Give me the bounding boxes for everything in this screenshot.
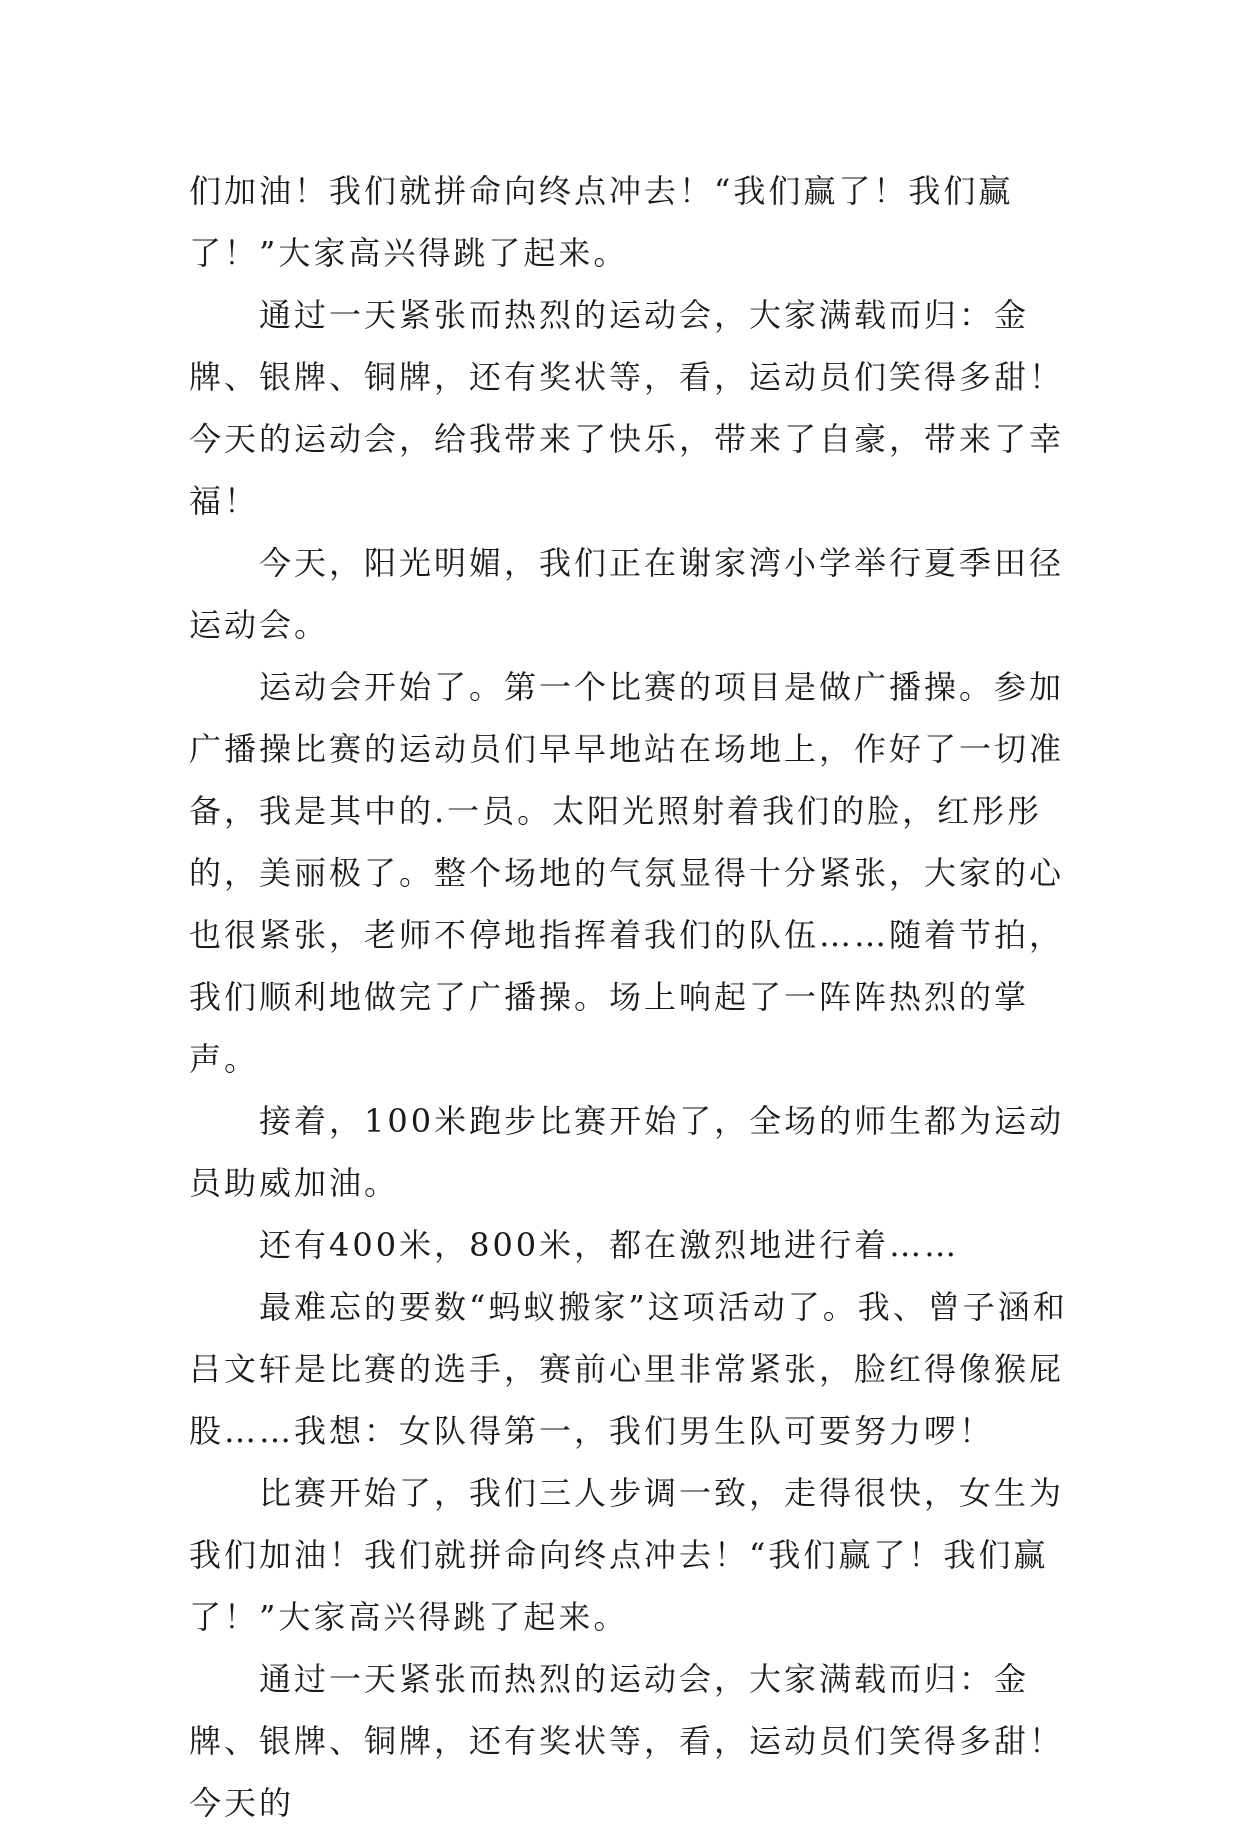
document-body xyxy=(189,160,1069,1834)
paragraph-6: 还有400米，800米，都在激烈地进行着…… xyxy=(259,1226,960,1264)
paragraph-2: 通过一天紧张而热烈的运动会，大家满载而归：金牌、银牌、铜牌，还有奖状等，看，运动员们笑得多甜！今天的运动会，给我带来了快乐，带来了自豪，带来了幸福！ xyxy=(189,296,1065,520)
paragraph-4: 运动会开始了。第一个比赛的项目是做广播操。参加广播操比赛的运动员们早早地站在场地上，作好了一切准备，我是其中的.一员。太阳光照射着我们的脸，红彤彤的，美丽极了。整个场地的气氛显得十分紧张，大家的心也很紧张，老师不停地指挥着我们的队伍……随着节拍，我们顺利地做完了广播操。场上响起了一阵阵热烈的掌声。 xyxy=(189,668,1065,1078)
paragraph-5: 接着，100米跑步比赛开始了，全场的师生都为运动员助威加油。 xyxy=(189,1102,1065,1202)
paragraph-3: 今天，阳光明媚，我们正在谢家湾小学举行夏季田径运动会。 xyxy=(189,544,1065,644)
paragraph-1: 们加油！我们就拼命向终点冲去！“我们赢了！我们赢了！”大家高兴得跳了起来。 xyxy=(189,172,1014,272)
paragraph-7: 最难忘的要数“蚂蚁搬家”这项活动了。我、曾子涵和吕文轩是比赛的选手，赛前心里非常紧张，脸红得像猴屁股……我想：女队得第一，我们男生队可要努力啰！ xyxy=(189,1288,1068,1450)
paragraph-8: 比赛开始了，我们三人步调一致，走得很快，女生为我们加油！我们就拼命向终点冲去！“我们赢了！我们赢了！”大家高兴得跳了起来。 xyxy=(189,1474,1065,1636)
paragraph-9: 通过一天紧张而热烈的运动会，大家满载而归：金牌、银牌、铜牌，还有奖状等，看，运动员们笑得多甜！今天的 xyxy=(189,1660,1065,1822)
